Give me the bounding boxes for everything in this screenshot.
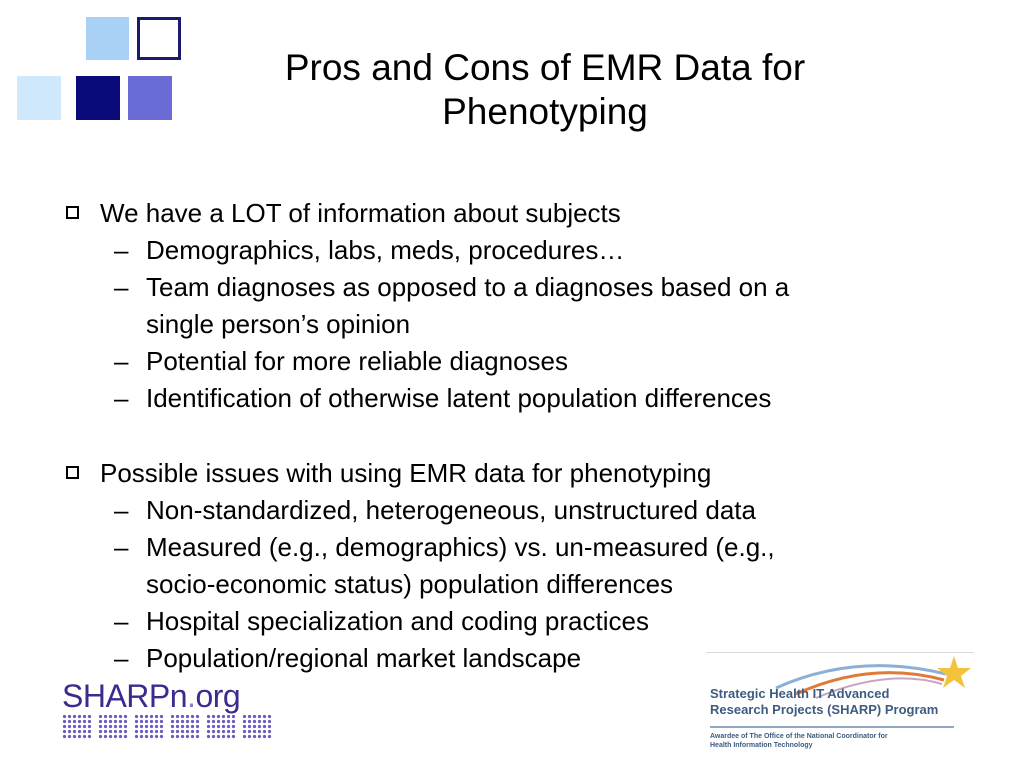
sub-bullet-item: – Demographics, labs, meds, procedures…: [114, 235, 625, 265]
checkbox-bullet-icon: [66, 206, 79, 219]
deco-square-light: [86, 17, 129, 60]
divider: [710, 726, 954, 728]
bullet-text: Possible issues with using EMR data for phenotyping: [100, 458, 712, 488]
sub-bullet-continuation: [64, 566, 964, 603]
deco-square-dark: [76, 76, 120, 120]
sub-bullet-item: – Non-standardized, heterogeneous, unstructured data: [114, 495, 756, 525]
sub-bullet-text: Population/regional market landscape: [146, 643, 582, 673]
sub-bullet-text: socio-economic status) population differences: [146, 569, 674, 599]
sub-bullet-item: – Potential for more reliable diagnoses: [114, 346, 569, 376]
bullet-text: We have a LOT of information about subjects: [100, 198, 621, 228]
bullet-item: [64, 195, 964, 232]
bullet-list: [64, 195, 964, 677]
checkbox-bullet-icon: [66, 466, 79, 479]
sub-bullet-text: Identification of otherwise latent population differences: [146, 383, 772, 413]
sub-bullet-text: Non-standardized, heterogeneous, unstructured data: [146, 495, 756, 525]
sub-bullet-text: Hospital specialization and coding practices: [146, 606, 649, 636]
sub-bullet-text: single person’s opinion: [146, 309, 411, 339]
deco-square-outline: [137, 17, 181, 60]
sub-bullet-continuation: [64, 306, 964, 343]
sharp-program-name: Strategic Health IT Advanced Research Projects (SHARP) Program: [710, 686, 939, 717]
sharpn-logo: [62, 680, 282, 740]
sharp-program-subtitle: Awardee of The Office of the National Coordinator for Health Information Technology: [710, 733, 888, 749]
sub-bullet-item: – Hospital specialization and coding practices: [114, 606, 649, 636]
sharpn-dot-pattern: [62, 714, 282, 740]
sub-bullet-item: – Measured (e.g., demographics) vs. un-measured (e.g.,: [114, 532, 775, 562]
sub-bullet-text: Potential for more reliable diagnoses: [146, 346, 569, 376]
slide-title: Pros and Cons of EMR Data for Phenotyping: [284, 47, 806, 132]
sub-bullet-text: Measured (e.g., demographics) vs. un-measured (e.g.,: [146, 532, 775, 562]
deco-square-pale: [17, 76, 61, 120]
sharp-program-logo: [706, 652, 974, 760]
sub-bullet-text: Team diagnoses as opposed to a diagnoses based on a: [146, 272, 790, 302]
deco-square-mid: [128, 76, 172, 120]
sub-bullet-item: – Team diagnoses as opposed to a diagnoses based on a: [114, 272, 790, 302]
sub-bullet-item: – Identification of otherwise latent population differences: [114, 383, 772, 413]
bullet-item: [64, 455, 964, 492]
sub-bullet-text: Demographics, labs, meds, procedures…: [146, 235, 625, 265]
sub-bullet-item: – Population/regional market landscape: [114, 643, 582, 673]
sharpn-wordmark: SHARPn.org: [62, 678, 241, 714]
